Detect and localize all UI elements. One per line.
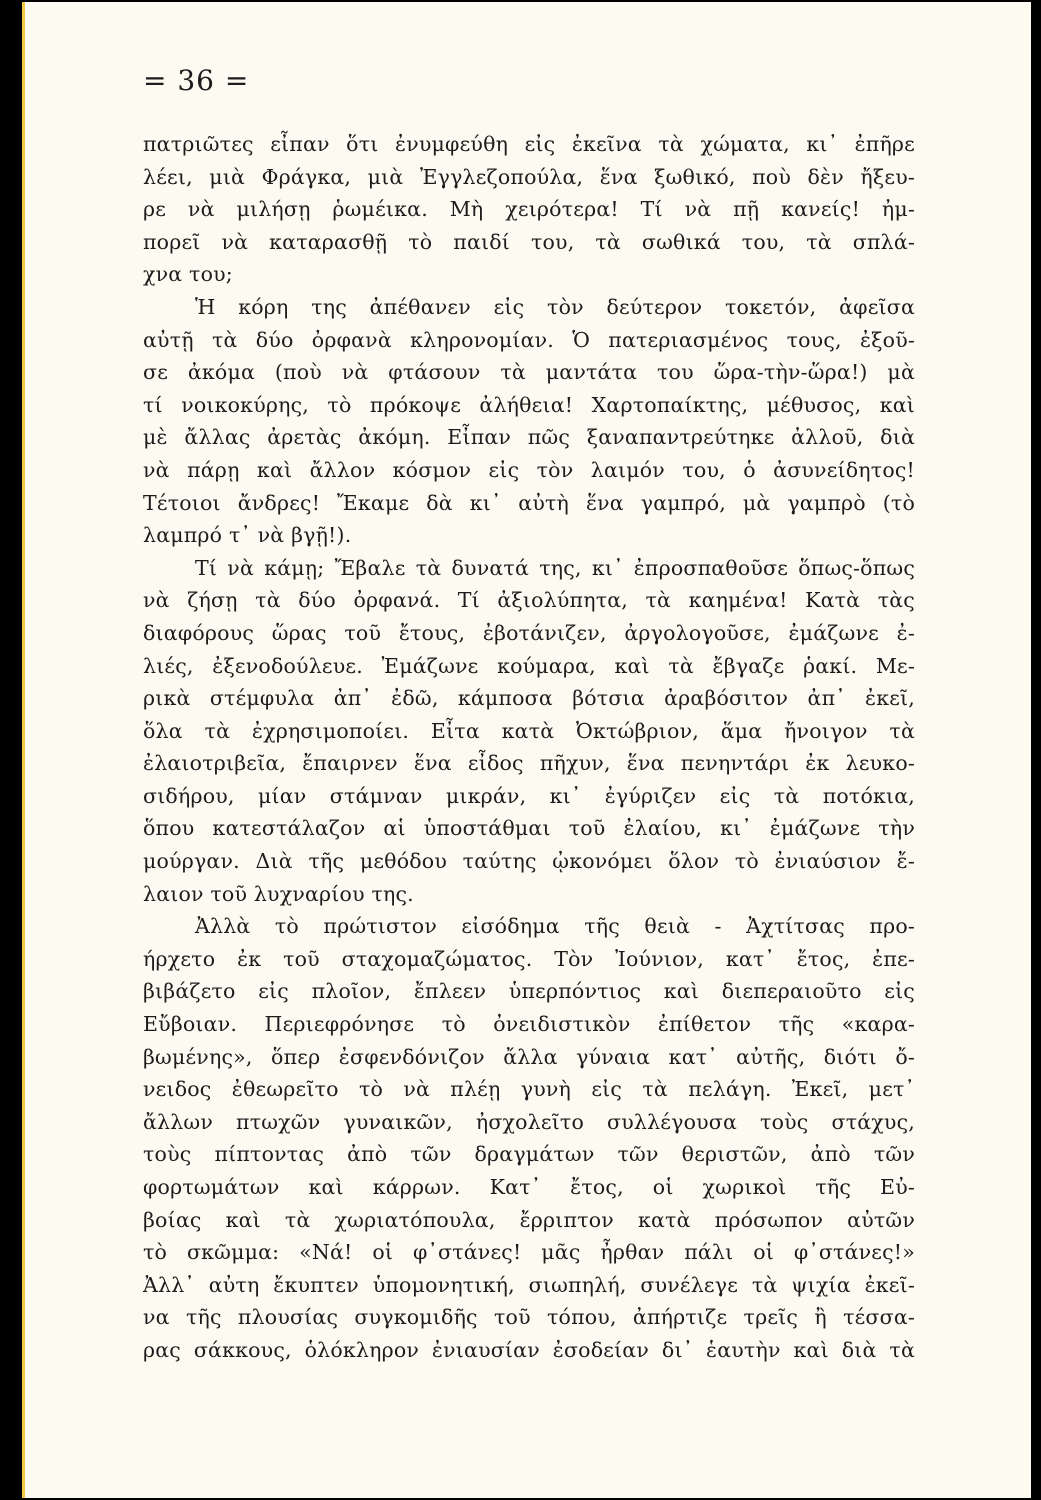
- text-line: ήρχετο ἐκ τοῦ σταχομαζώματος. Τὸν Ἰούνιον, κατ᾽ ἔτος, ἐπε-: [143, 946, 915, 971]
- page-number-header: = 36 =: [143, 64, 250, 97]
- text-line: τί νοικοκύρης, τὸ πρόκοψε ἀλήθεια! Χαρτοπαίκτης, μέθυσος, καὶ: [143, 392, 915, 417]
- text-line: φορτωμάτων καὶ κάρρων. Κατ᾽ ἔτος, οἱ χωρικοὶ τῆς Εὐ-: [143, 1175, 915, 1199]
- text-line: ρικὰ στέμφυλα ἀπ᾽ ἐδῶ, κάμποσα βότσια ἀραβόσιτον ἀπ᾽ ἐκεῖ,: [143, 686, 915, 711]
- text-line: μούργαν. Διὰ τῆς μεθόδου ταύτης ᾠκονόμει ὅλον τὸ ἐνιαύσιον ἔ-: [143, 849, 915, 874]
- body-text: [143, 128, 915, 1367]
- text-line: Τέτοιοι ἄνδρες! Ἔκαμε δὰ κι᾽ αὐτὴ ἕνα γαμπρό, μὰ γαμπρὸ (τὸ: [143, 490, 915, 515]
- text-line: ρε νὰ μιλήσῃ ῥωμέικα. Μὴ χειρότερα! Τί νὰ πῇ κανείς! ἠμ-: [143, 197, 915, 222]
- text-line: χνα του;: [143, 262, 233, 287]
- text-line: ὅλα τὰ ἐχρησιμοποίει. Εἶτα κατὰ Ὀκτώβριον, ἅμα ἤνοιγον τὰ: [143, 718, 915, 743]
- text-line: βιβάζετο εἰς πλοῖον, ἔπλεεν ὑπερπόντιος καὶ διεπεραιοῦτο εἰς: [143, 979, 915, 1004]
- text-line: Τί νὰ κάμῃ; Ἔβαλε τὰ δυνατά της, κι᾽ ἐπροσπαθοῦσε ὅπως-ὅπως: [195, 555, 915, 580]
- text-line: Ἀλλὰ τὸ πρώτιστον εἰσόδημα τῆς θειὰ - Ἀχτίτσας προ-: [195, 914, 915, 939]
- text-line: ὅπου κατεστάλαζον αἱ ὑποστάθμαι τοῦ ἐλαίου, κι᾽ ἐμάζωνε τὴν: [143, 816, 915, 841]
- text-line: ἄλλων πτωχῶν γυναικῶν, ἠσχολεῖτο συλλέγουσα τοὺς στάχυς,: [143, 1109, 915, 1134]
- text-line: βοίας καὶ τὰ χωριατόπουλα, ἔρριπτον κατὰ πρόσωπον αὐτῶν: [143, 1207, 915, 1232]
- text-line: λαιον τοῦ λυχναρίου της.: [143, 881, 414, 906]
- text-line: τοὺς πίπτοντας ἀπὸ τῶν δραγμάτων τῶν θεριστῶν, ἀπὸ τῶν: [143, 1142, 915, 1167]
- text-line: βωμένης», ὅπερ ἐσφενδόνιζον ἄλλα γύναια κατ᾽ αὐτῆς, διότι ὄ-: [143, 1044, 915, 1069]
- text-line: τὸ σκῶμμα: «Νά! οἱ φ᾽στάνες! μᾶς ἦρθαν πάλι οἱ φ᾽στάνες!»: [143, 1240, 915, 1265]
- text-line: ἐλαιοτριβεῖα, ἔπαιρνεν ἕνα εἶδος πῆχυν, ἕνα πενηντάρι ἐκ λευκο-: [143, 751, 915, 776]
- scanned-page: [22, 2, 1031, 1498]
- text-line: αὐτῇ τὰ δύο ὀρφανὰ κληρονομίαν. Ὁ πατεριασμένος τους, ἐξοῦ-: [143, 327, 915, 352]
- text-line: λιές, ἐξενοδούλευε. Ἐμάζωνε κούμαρα, καὶ τὰ ἔβγαζε ῥακί. Με-: [143, 653, 915, 678]
- text-line: λέει, μιὰ Φράγκα, μιὰ Ἐγγλεζοπούλα, ἕνα ξωθικό, ποὺ δὲν ἤξευ-: [143, 164, 915, 189]
- text-line: νὰ ζήσῃ τὰ δύο ὀρφανά. Τί ἀξιολύπητα, τὰ καημένα! Κατὰ τὰς: [143, 588, 915, 613]
- text-line: Εὔβοιαν. Περιεφρόνησε τὸ ὀνειδιστικὸν ἐπίθετον τῆς «καρα-: [143, 1012, 915, 1037]
- text-line: σιδήρου, μίαν στάμναν μικράν, κι᾽ ἐγύριζεν εἰς τὰ ποτόκια,: [143, 783, 915, 808]
- text-line: Ἡ κόρη της ἀπέθανεν εἰς τὸν δεύτερον τοκετόν, ἀφεῖσα: [195, 294, 915, 319]
- text-line: μὲ ἄλλας ἀρετὰς ἀκόμη. Εἶπαν πῶς ξαναπαντρεύτηκε ἀλλοῦ, διὰ: [143, 425, 915, 450]
- text-line: σε ἀκόμα (ποὺ νὰ φτάσουν τὰ μαντάτα του ὥρα-τὴν-ὥρα!) μὰ: [143, 360, 915, 385]
- text-line: νειδος ἐθεωρεῖτο τὸ νὰ πλέῃ γυνὴ εἰς τὰ πελάγη. Ἐκεῖ, μετ᾽: [143, 1077, 915, 1102]
- text-line: Ἀλλ᾽ αὐτη ἔκυπτεν ὑπομονητική, σιωπηλή, συνέλεγε τὰ ψιχία ἐκεῖ-: [143, 1272, 915, 1297]
- text-line: νὰ πάρῃ καὶ ἄλλον κόσμον εἰς τὸν λαιμόν του, ὁ ἀσυνείδητος!: [143, 457, 915, 482]
- text-line: ρας σάκκους, ὁλόκληρον ἐνιαυσίαν ἐσοδείαν δι᾽ ἑαυτὴν καὶ διὰ τὰ: [143, 1337, 915, 1362]
- text-line: πατριῶτες εἶπαν ὅτι ἐνυμφεύθη εἰς ἐκεῖνα τὰ χώματα, κι᾽ ἐπῆρε: [143, 132, 915, 156]
- text-line: πορεῖ νὰ καταρασθῇ τὸ παιδί του, τὰ σωθικά του, τὰ σπλά-: [143, 229, 915, 254]
- text-line: λαμπρό τ᾽ νὰ βγῇ!).: [143, 523, 352, 548]
- text-line: διαφόρους ὥρας τοῦ ἔτους, ἐβοτάνιζεν, ἀργολογοῦσε, ἐμάζωνε ἐ-: [143, 620, 915, 645]
- text-line: να τῆς πλουσίας συγκομιδῆς τοῦ τόπου, ἀπήρτιζε τρεῖς ἢ τέσσα-: [143, 1305, 915, 1330]
